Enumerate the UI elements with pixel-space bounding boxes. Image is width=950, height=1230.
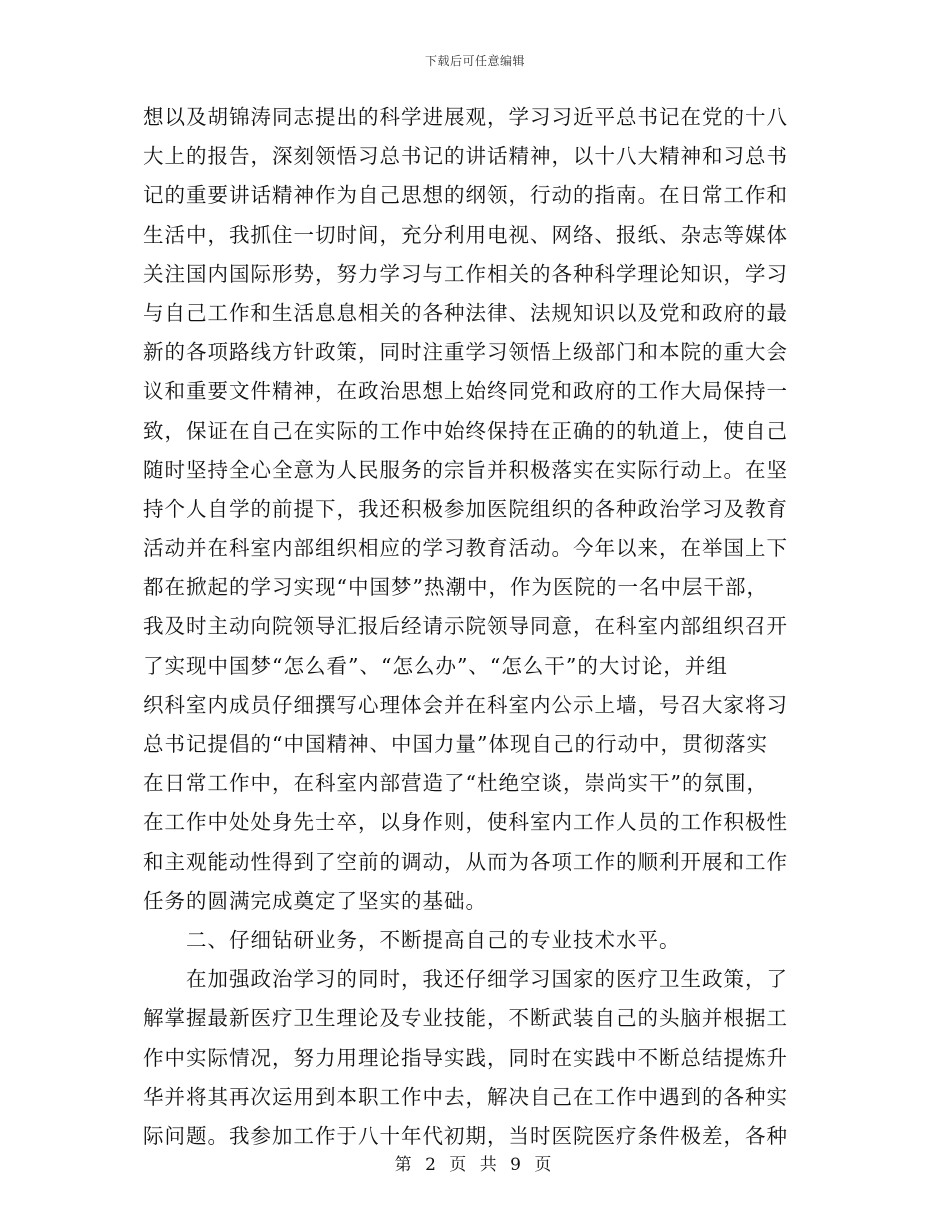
text-line: 大上的报告，深刻领悟习总书记的讲话精神，以十八大精神和习总书 — [143, 144, 788, 169]
text-line: 与自己工作和生活息息相关的各种法律、法规知识以及党和政府的最 — [143, 300, 788, 325]
text-line: 记的重要讲话精神作为自己思想的纲领，行动的指南。在日常工作和 — [143, 183, 788, 208]
page-footer: 第 2 页 共 9 页 — [394, 1155, 556, 1175]
document-body — [143, 98, 801, 1156]
text-line: 持个人自学的前提下，我还积极参加医院组织的各种政治学习及教育 — [143, 496, 788, 521]
text-line: 任务的圆满完成奠定了坚实的基础。 — [143, 888, 487, 913]
text-line: 在日常工作中，在科室内部营造了“杜绝空谈，崇尚实干”的氛围， — [143, 771, 768, 796]
text-line: 想以及胡锦涛同志提出的科学进展观，学习习近平总书记在党的十八 — [143, 105, 788, 129]
text-line: 华并将其再次运用到本职工作中去，解决自己在工作中遇到的各种实 — [143, 1084, 788, 1109]
text-line: 生活中，我抓住一切时间，充分利用电视、网络、报纸、杂志等媒体 — [143, 222, 788, 247]
text-line: 二、仔细钻研业务，不断提高自己的专业技术水平。 — [186, 927, 681, 952]
page-header: 下载后可任意编辑 — [424, 54, 525, 68]
text-line: 新的各项路线方针政策，同时注重学习领悟上级部门和本院的重大会 — [143, 340, 788, 365]
text-line: 作中实际情况，努力用理论指导实践，同时在实践中不断总结提炼升 — [143, 1045, 788, 1070]
text-line: 致，保证在自己在实际的工作中始终保持在正确的的轨道上，使自己 — [143, 418, 788, 443]
text-line: 和主观能动性得到了空前的调动，从而为各项工作的顺利开展和工作 — [143, 849, 788, 874]
text-line: 我及时主动向院领导汇报后经请示院领导同意，在科室内部组织召开 — [143, 614, 788, 639]
text-line: 活动并在科室内部组织相应的学习教育活动。今年以来，在举国上下 — [143, 536, 788, 561]
text-line: 解掌握最新医疗卫生理论及专业技能，不断武装自己的头脑并根据工 — [143, 1006, 788, 1031]
text-line: 总书记提倡的“中国精神、中国力量”体现自己的行动中，贯彻落实 — [143, 732, 768, 756]
text-line: 在加强政治学习的同时，我还仔细学习国家的医疗卫生政策，了 — [186, 967, 788, 992]
text-line: 织科室内成员仔细撰写心理体会并在科室内公示上墙，号召大家将习 — [143, 692, 788, 717]
text-line: 议和重要文件精神，在政治思想上始终同党和政府的工作大局保持一 — [143, 379, 788, 404]
text-line: 了实现中国梦“怎么看”、“怎么办”、“怎么干”的大讨论，并组 — [143, 653, 728, 678]
text-line: 在工作中处处身先士卒，以身作则，使科室内工作人员的工作积极性 — [143, 810, 788, 835]
text-line: 都在掀起的学习实现“中国梦”热潮中，作为医院的一名中层干部， — [143, 575, 768, 600]
text-line: 关注国内国际形势，努力学习与工作相关的各种科学理论知识，学习 — [143, 261, 788, 286]
text-line: 际问题。我参加工作于八十年代初期，当时医院医疗条件极差，各种 — [143, 1123, 788, 1148]
text-line: 随时坚持全心全意为人民服务的宗旨并积极落实在实际行动上。在坚 — [143, 457, 788, 482]
